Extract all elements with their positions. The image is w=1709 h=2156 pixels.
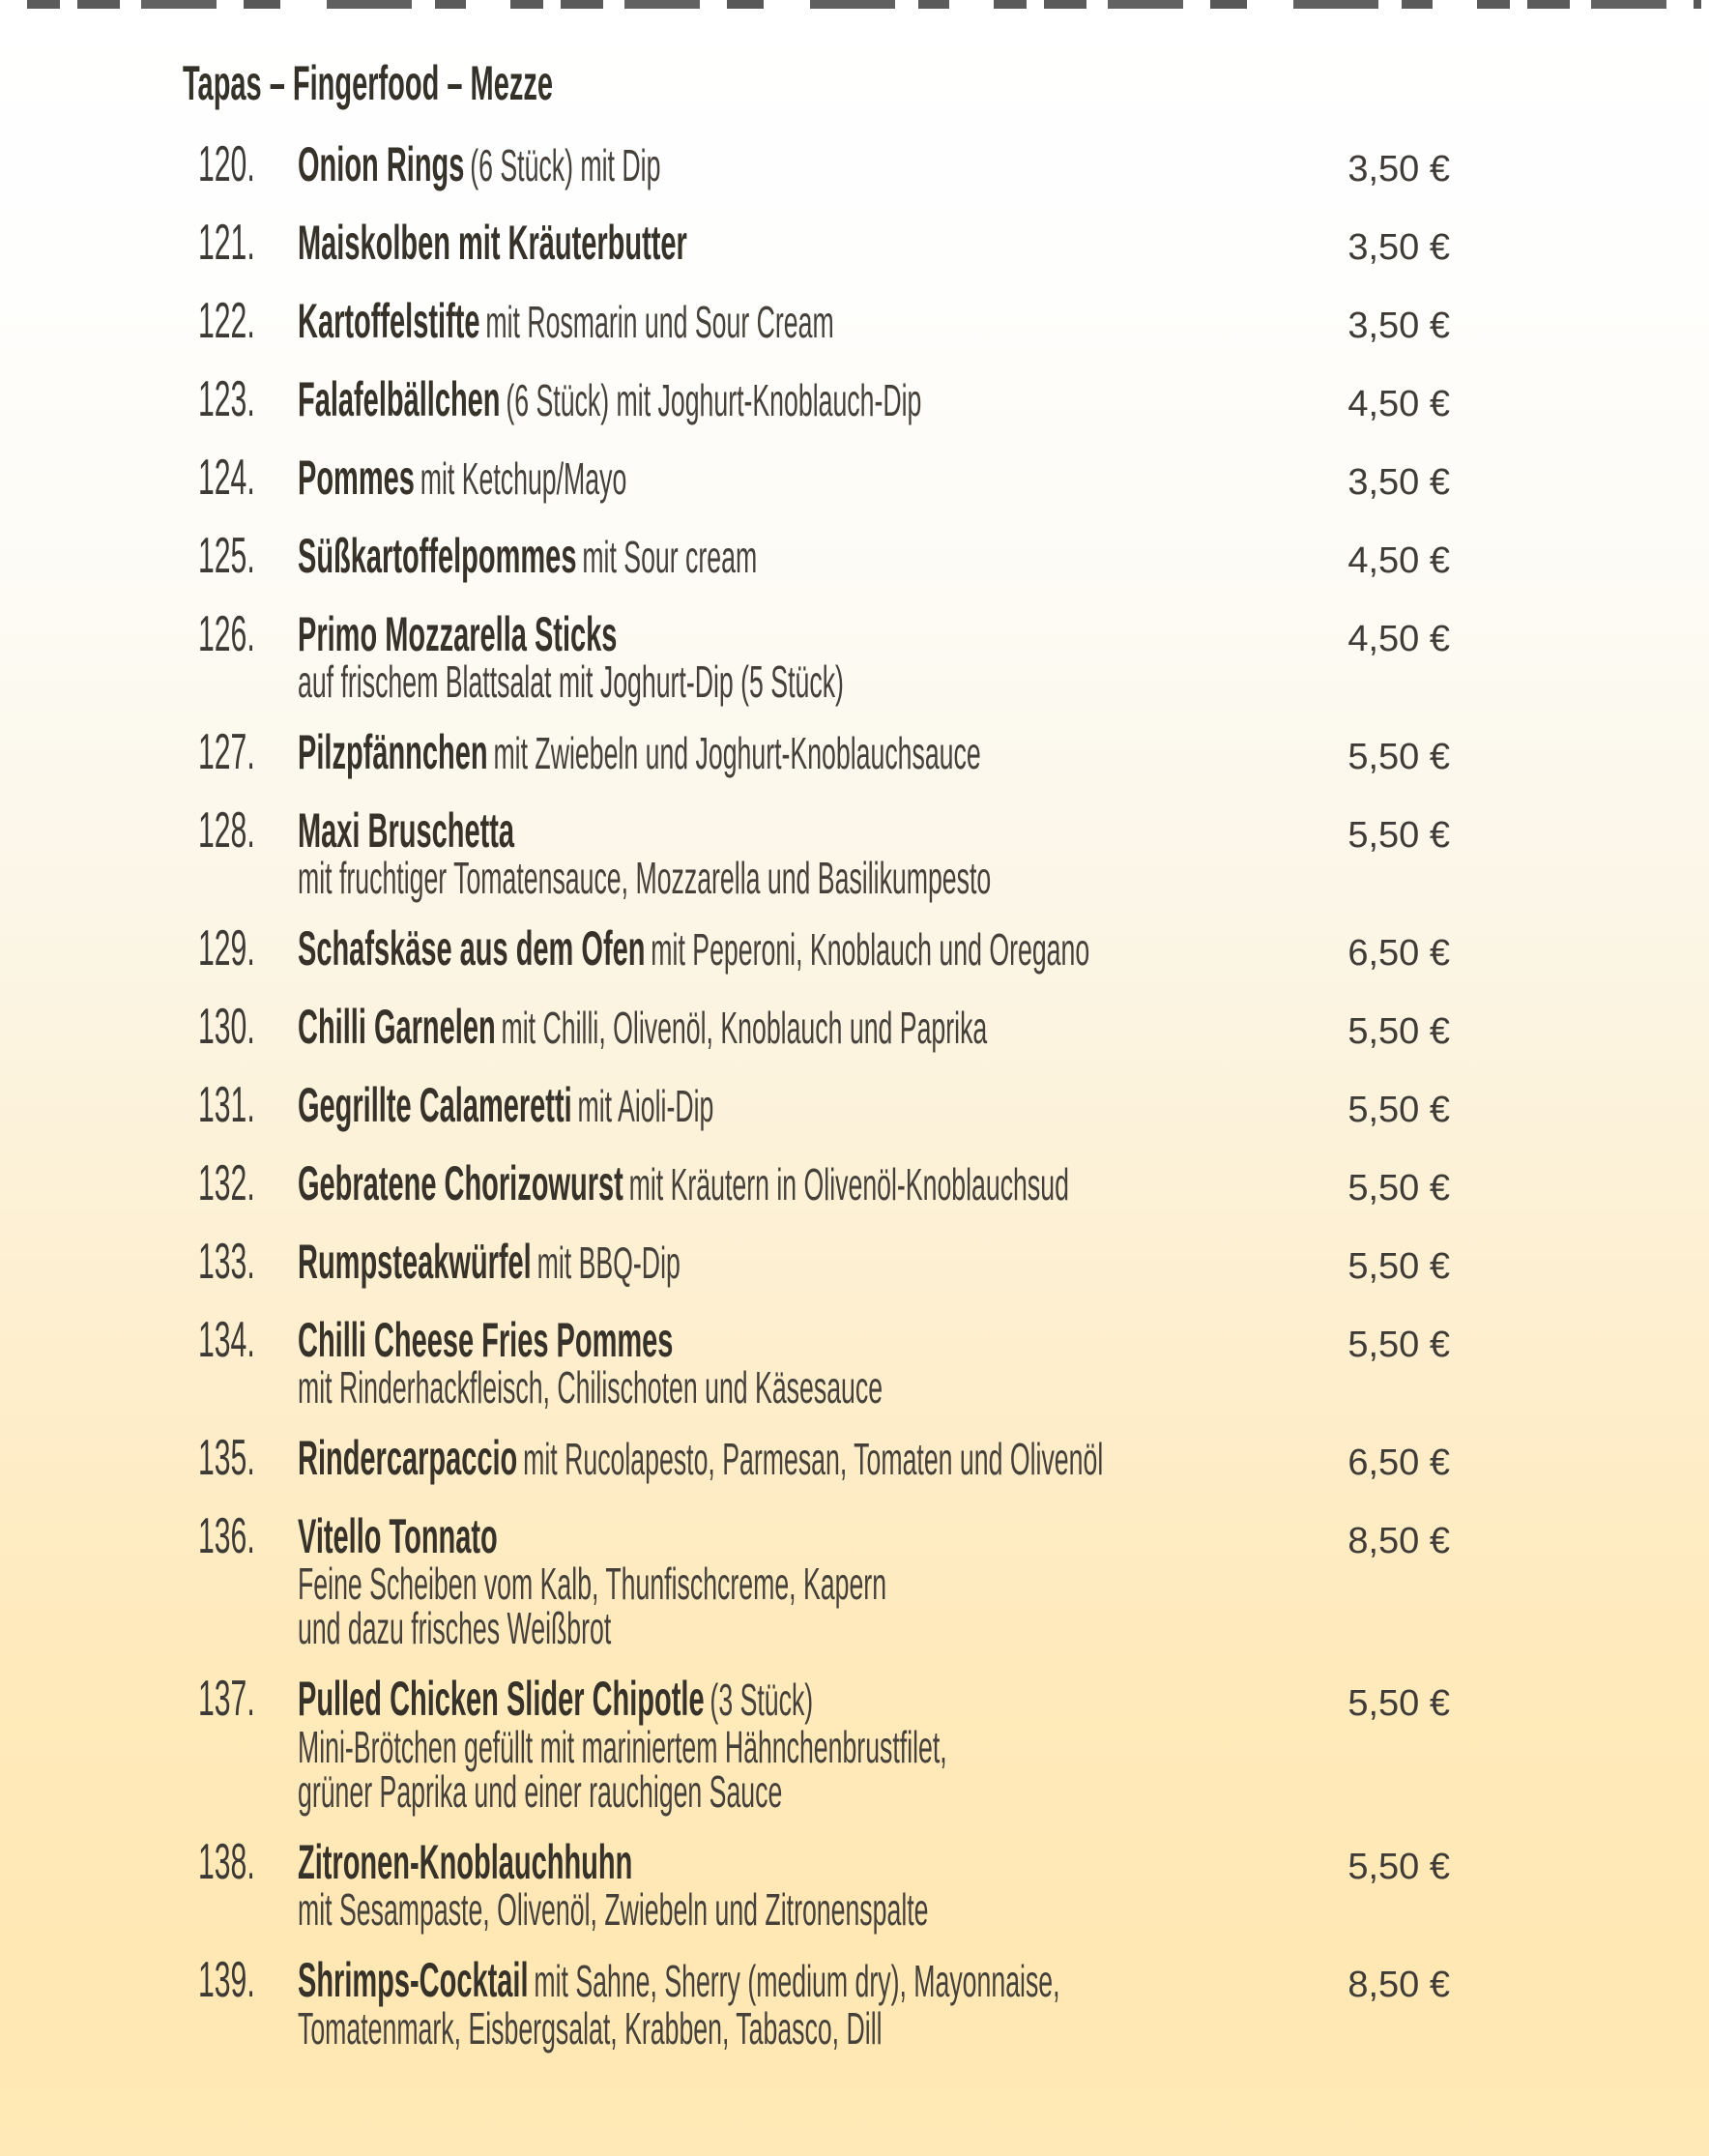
item-number: 133. [198, 1234, 255, 1290]
item-number: 124. [198, 450, 255, 506]
item-description-line: Mini-Brötchen gefüllt mit mariniertem Hähnchenbrustfilet, [298, 1722, 947, 1772]
item-number: 123. [198, 371, 255, 427]
item-price: 5,50 € [1347, 737, 1450, 777]
item-description-line: grüner Paprika und einer rauchigen Sauce [298, 1766, 783, 1817]
item-price: 5,50 € [1347, 1683, 1450, 1724]
item-number: 131. [198, 1077, 255, 1133]
item-name: Süßkartoffelpommes [298, 529, 577, 583]
item-price: 8,50 € [1347, 1965, 1450, 2005]
item-name: Maxi Bruschetta [298, 803, 515, 858]
item-suffix: mit Ketchup/Mayo [420, 453, 627, 504]
item-name: Onion Rings [298, 137, 465, 191]
menu-item-row [198, 293, 1450, 351]
item-number: 139. [198, 1952, 255, 2008]
item-suffix: mit Zwiebeln und Joghurt-Knoblauchsauce [493, 728, 981, 778]
menu-item-row [198, 724, 1450, 782]
item-name: Falafelbällchen [298, 372, 501, 426]
cropped-previous-page-text [27, 0, 1701, 9]
item-name: Primo Mozzarella Sticks [298, 607, 618, 661]
item-number: 126. [198, 606, 255, 662]
item-suffix: (6 Stück) mit Dip [470, 140, 661, 190]
item-name: Chilli Garnelen [298, 1000, 496, 1054]
item-description-line: Feine Scheiben vom Kalb, Thunfischcreme, Kapern [298, 1559, 887, 1609]
item-price: 5,50 € [1347, 1325, 1450, 1365]
item-number: 138. [198, 1834, 255, 1890]
item-price: 3,50 € [1347, 462, 1450, 503]
item-name: Pilzpfännchen [298, 725, 488, 779]
item-price: 5,50 € [1347, 1168, 1450, 1209]
item-number: 129. [198, 920, 255, 976]
item-number: 128. [198, 802, 255, 859]
item-suffix: (3 Stück) [710, 1675, 814, 1725]
item-description-line: und dazu frisches Weißbrot [298, 1603, 612, 1653]
item-description-line: Tomatenmark, Eisbergsalat, Krabben, Tabasco, Dill [298, 2003, 883, 2054]
menu-item-row [198, 606, 1450, 707]
item-number: 121. [198, 215, 255, 271]
item-price: 6,50 € [1347, 933, 1450, 974]
item-number: 120. [198, 136, 255, 192]
menu-item-row [198, 136, 1450, 194]
item-description-line: mit Rinderhackfleisch, Chilischoten und Käsesauce [298, 1362, 883, 1413]
item-description-line: auf frischem Blattsalat mit Joghurt-Dip (5 Stück) [298, 656, 844, 707]
item-suffix: mit BBQ-Dip [536, 1238, 681, 1288]
menu-item-row [198, 1430, 1450, 1488]
item-number: 127. [198, 724, 255, 780]
item-number: 135. [198, 1430, 255, 1486]
item-number: 125. [198, 528, 255, 584]
menu-items-list [198, 136, 1450, 2054]
item-name: Maiskolben mit Kräuterbutter [298, 216, 687, 270]
item-price: 3,50 € [1347, 227, 1450, 268]
menu-item-row [198, 1234, 1450, 1292]
item-name: Zitronen-Knoblauchhuhn [298, 1835, 633, 1889]
item-number: 137. [198, 1671, 255, 1727]
item-suffix: mit Aioli-Dip [577, 1081, 714, 1131]
item-name: Pulled Chicken Slider Chipotle [298, 1672, 705, 1726]
item-suffix: (6 Stück) mit Joghurt-Knoblauch-Dip [506, 375, 922, 425]
item-name: Vitello Tonnato [298, 1509, 498, 1563]
item-price: 4,50 € [1347, 540, 1450, 581]
item-suffix: mit Kräutern in Olivenöl-Knoblauchsud [628, 1159, 1069, 1209]
item-number: 136. [198, 1508, 255, 1564]
menu-section [183, 56, 1450, 2074]
menu-item-row [198, 371, 1450, 429]
item-suffix: mit Rucolapesto, Parmesan, Tomaten und Olivenöl [523, 1434, 1104, 1484]
item-price: 8,50 € [1347, 1521, 1450, 1561]
menu-item-row [198, 1952, 1450, 2054]
menu-item-row [198, 215, 1450, 273]
item-suffix: mit Rosmarin und Sour Cream [485, 297, 834, 347]
item-name: Rindercarpaccio [298, 1431, 518, 1485]
item-suffix: mit Sahne, Sherry (medium dry), Mayonnaise, [534, 1956, 1060, 2006]
item-price: 5,50 € [1347, 1847, 1450, 1887]
menu-item-row [198, 1834, 1450, 1935]
item-name: Rumpsteakwürfel [298, 1235, 532, 1289]
item-name: Gegrillte Calameretti [298, 1078, 572, 1132]
item-number: 132. [198, 1155, 255, 1211]
item-description-line: mit Sesampaste, Olivenöl, Zwiebeln und Zitronenspalte [298, 1884, 929, 1935]
item-number: 134. [198, 1312, 255, 1368]
item-price: 5,50 € [1347, 1011, 1450, 1052]
menu-item-row [198, 528, 1450, 586]
item-suffix: mit Chilli, Olivenöl, Knoblauch und Paprika [501, 1003, 988, 1053]
item-suffix: mit Sour cream [582, 532, 758, 582]
section-title: Tapas – Fingerfood – Mezze [183, 56, 553, 110]
menu-item-row [198, 1671, 1450, 1817]
menu-item-row [198, 920, 1450, 978]
item-price: 5,50 € [1347, 1090, 1450, 1130]
item-suffix: mit Peperoni, Knoblauch und Oregano [651, 924, 1090, 975]
item-description-line: mit fruchtiger Tomatensauce, Mozzarella und Basilikumpesto [298, 853, 992, 903]
item-price: 5,50 € [1347, 1246, 1450, 1287]
item-name: Gebratene Chorizowurst [298, 1156, 623, 1210]
item-name: Schafskäse aus dem Ofen [298, 921, 646, 976]
menu-item-row [198, 802, 1450, 903]
item-number: 122. [198, 293, 255, 349]
menu-item-row [198, 1077, 1450, 1135]
menu-item-row [198, 1312, 1450, 1413]
item-price: 6,50 € [1347, 1442, 1450, 1483]
item-name: Pommes [298, 451, 415, 505]
menu-item-row [198, 452, 1450, 508]
menu-item-row [198, 999, 1450, 1057]
menu-item-row [198, 1508, 1450, 1653]
item-name: Kartoffelstifte [298, 294, 480, 348]
item-name: Chilli Cheese Fries Pommes [298, 1313, 674, 1367]
item-number: 130. [198, 999, 255, 1055]
item-name: Shrimps-Cocktail [298, 1953, 529, 2007]
menu-item-row [198, 1155, 1450, 1213]
item-price: 4,50 € [1347, 619, 1450, 659]
item-price: 4,50 € [1347, 384, 1450, 424]
item-price: 5,50 € [1347, 815, 1450, 856]
item-price: 3,50 € [1347, 149, 1450, 189]
item-price: 3,50 € [1347, 306, 1450, 346]
